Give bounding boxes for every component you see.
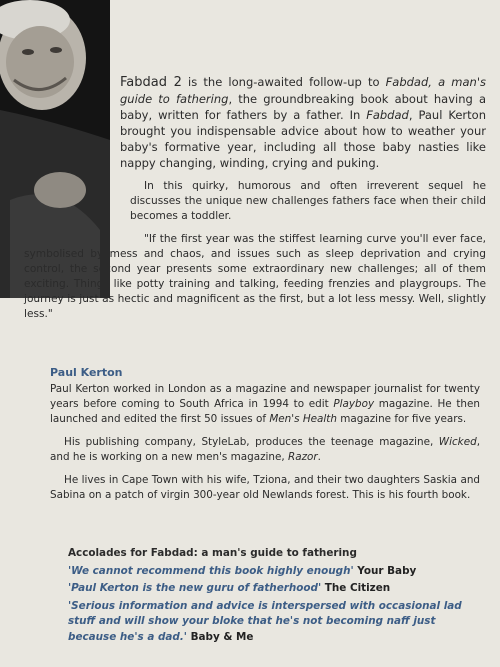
bio-paragraph-3: He lives in Cape Town with his wife, Tziona, and their two daughters Saskia and Sabina on a patch of virgin 300-year old Newlands forest. This is his fourth book. <box>50 474 480 501</box>
author-bio <box>50 382 480 511</box>
blurb <box>24 74 486 330</box>
blurb-quote: "If the first year was the stiffest learning curve you'll ever face, symbolised by mess and chaos, and issues such as sleep deprivation and crying control, the second year presents some extraordinary new challenges; all of them exciting. Things like potty training and talking, feeding frenzies and playgroups. The journey is just as hectic and magnificent as the first, but a lot less messy. Well, slightly less." <box>24 233 486 320</box>
blurb-paragraph-2: In this quirky, humorous and often irreverent sequel he discusses the unique new challenges fathers face when their child becomes a toddler. <box>130 180 486 222</box>
accolade-item: 'Serious information and advice is interspersed with occasional lad stuff and will show your bloke that he's not becoming naff just because he's a dad.' Baby & Me <box>68 599 462 643</box>
author-heading: Paul Kerton <box>50 366 123 379</box>
book-title: Fabdad 2 <box>120 75 182 90</box>
bio-paragraph-1: Paul Kerton worked in London as a magazine and newspaper journalist for twenty years before coming to South Africa in 1994 to edit Playboy magazine. He then launched and edited the first 50 issues of Men's Health magazine for five years. <box>50 383 480 425</box>
accolades <box>68 546 486 647</box>
accolades-heading: Accolades for Fabdad: a man's guide to fathering <box>68 547 357 559</box>
bio-paragraph-2: His publishing company, StyleLab, produces the teenage magazine, Wicked, and he is working on a new men's magazine, Razor. <box>50 436 480 463</box>
accolade-item: 'We cannot recommend this book highly enough' Your Baby <box>68 564 417 577</box>
blurb-paragraph-1: Fabdad 2 is the long-awaited follow-up to Fabdad, a man's guide to fathering, the groundbreaking book about having a baby, written for fathers by a father. In Fabdad, Paul Kerton brought you indispensable advice about how to weather your baby's formative year, including all those baby nasties like nappy changing, winding, crying and puking. <box>120 75 486 170</box>
accolade-item: 'Paul Kerton is the new guru of fatherhood' The Citizen <box>68 582 391 594</box>
